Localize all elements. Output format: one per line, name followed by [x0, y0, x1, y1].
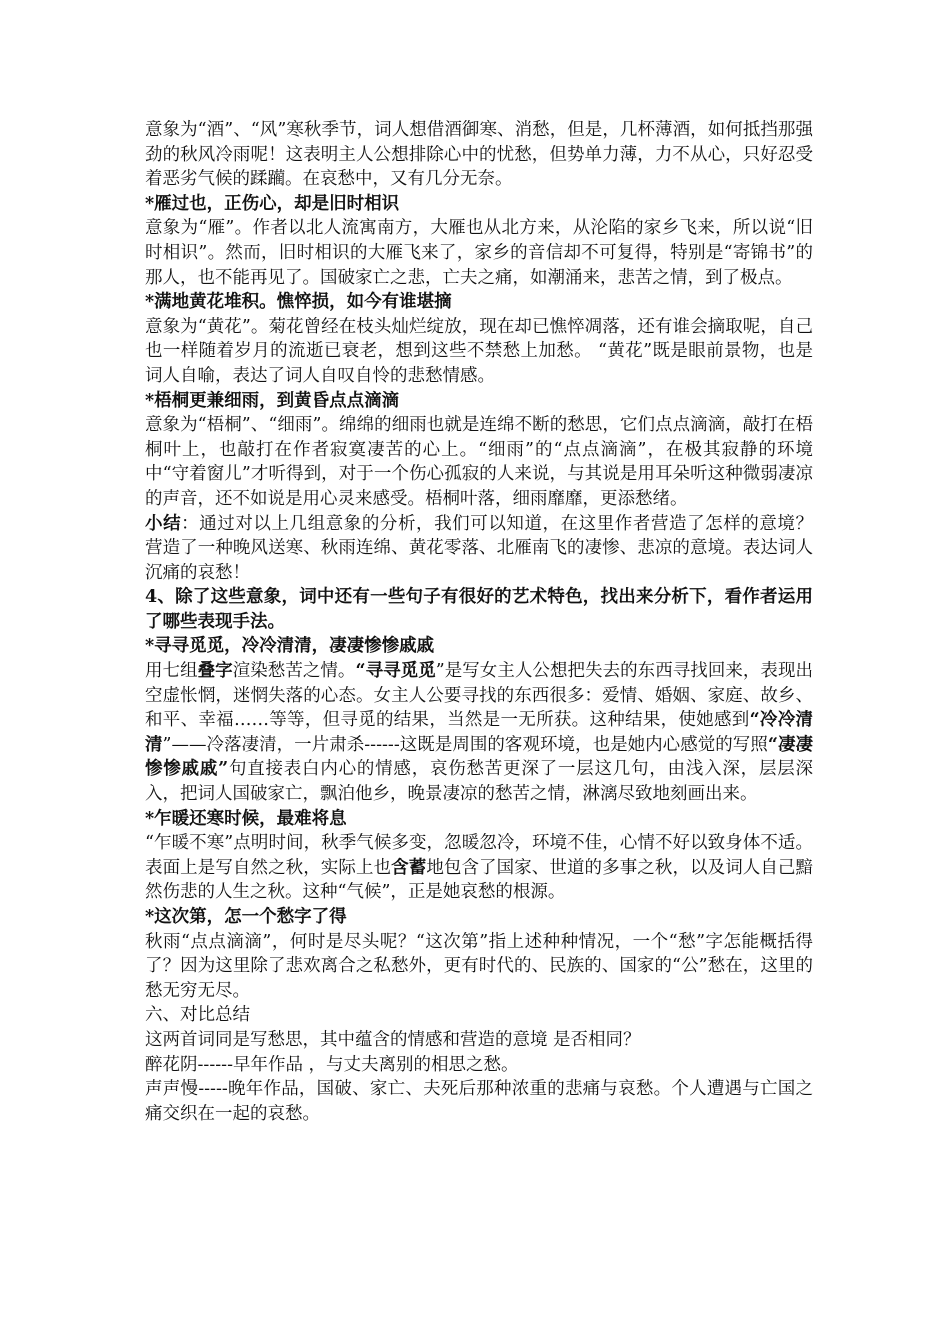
text-run: 意象为“雁”。作者以北人流寓南方，大雁也从北方来，从沦陷的家乡飞来，所以说“旧时相识”。然而，旧时相识的大雁飞来了，家乡的音信却不可复得，特别是“寄锦书”的那人，也不能再见了。国破家亡之悲，亡夫之痛，如潮涌来，悲苦之情，到了极点。	[145, 218, 813, 288]
text-run: ”——冷落凄清，一片肃杀------这既是周围的客观环境，也是她内心感觉的写照	[162, 734, 768, 755]
emphasis-text: “冷冷清清	[145, 710, 813, 755]
section-heading	[145, 585, 813, 634]
body-paragraph	[145, 413, 813, 511]
text-run: *满地黄花堆积。憔悴损，如今有谁堪摘	[145, 292, 452, 313]
text-run: “乍暖不寒”点明时间，秋季气候多变，忽暖忽冷，环境不佳，心情不好以致身体不适。表面上是写自然之秋，实际上也	[145, 833, 813, 878]
emphasis-text: “寻寻觅觅	[355, 661, 436, 682]
section-heading	[145, 389, 813, 414]
text-run: ：通过对以上几组意象的分析，我们可以知道，在这里作者营造了怎样的意境？ 营造了一种晚风送寒、秋雨连绵、黄花零落、北雁南飞的凄惨、悲凉的意境。表达词人沉痛的哀愁！	[145, 513, 813, 583]
text-run: 秋雨“点点滴滴”，何时是尽头呢？“这次第”指上述种种情况，一个“愁”字怎能概括得了？因为这里除了悲欢离合之私愁外，更有时代的、民族的、国家的“公”愁在，这里的愁无穷无尽。	[145, 931, 813, 1001]
document-page	[145, 118, 813, 1126]
body-paragraph	[145, 659, 813, 807]
text-run: ”是写女主人公想把失去的东西寻找回来，表现出空虚怅惘，迷惘失落的心态。女主人公要寻找的东西很多：爱情、婚姻、家庭、故乡、和平、幸福……等等，但寻觅的结果，当然是一无所获。这种结果，使她感到	[145, 661, 814, 731]
body-paragraph	[145, 1003, 813, 1028]
emphasis-text: 含蓄	[391, 857, 427, 878]
text-run: 声声慢-----晚年作品，国破、家亡、夫死后那种浓重的悲痛与哀愁。个人遭遇与亡国之痛交织在一起的哀愁。	[145, 1079, 813, 1124]
text-run: 醉花阴------早年作品 ，与丈夫离别的相思之愁。	[145, 1054, 519, 1075]
text-run: *寻寻觅觅，冷冷清清，凄凄惨惨戚戚	[145, 636, 435, 657]
text-run: 地包含了国家、世道的多事之秋，以及词人自己黯然伤悲的人生之秋。这种“气候”，正是她哀愁的根源。	[145, 857, 814, 903]
text-run: *雁过也，正伤心，却是旧时相识	[145, 193, 400, 214]
text-run: 渲染愁苦之情。	[232, 661, 356, 682]
section-heading	[145, 290, 813, 315]
text-run: 六、对比总结	[145, 1005, 250, 1026]
text-run: *梧桐更兼细雨，到黄昏点点滴滴	[145, 390, 400, 411]
text-run: 这两首词同是写愁思，其中蕴含的情感和营造的意境 是否相同？	[145, 1029, 641, 1050]
body-paragraph	[145, 831, 813, 905]
emphasis-text: 叠字	[197, 661, 233, 682]
section-heading	[145, 807, 813, 832]
text-run: 句直接表白内心的情感，哀伤愁苦更深了一层这几句，由浅入深，层层深入，把词人国破家亡，飘泊他乡，晚景凄凉的愁苦之情，淋漓尽致地刻画出来。	[145, 759, 813, 805]
text-run: 意象为“黄花”。菊花曾经在枝头灿烂绽放，现在却已憔悴凋落，还有谁会摘取呢，自己也一样随着岁月的流逝已衰老，想到这些不禁愁上加愁。 “黄花”既是眼前景物，也是词人自喻，表达了词人自叹自怜的悲愁情感。	[145, 316, 813, 386]
body-paragraph	[145, 118, 813, 192]
body-paragraph	[145, 512, 813, 586]
section-heading	[145, 905, 813, 930]
section-heading	[145, 634, 813, 659]
text-run: 意象为“梧桐”、“细雨”。绵绵的细雨也就是连绵不断的愁思，它们点点滴滴，敲打在梧桐叶上，也敲打在作者寂寞凄苦的心上。“细雨”的“点点滴滴”，在极其寂静的环境中“守着窗儿”才听得到，对于一个伤心孤寂的人来说，与其说是用耳朵听这种微弱凄凉的声音，还不如说是用心灵来感受。梧桐叶落，细雨靡靡，更添愁绪。	[145, 415, 813, 509]
emphasis-text: 小结	[145, 513, 182, 534]
text-run: 4、除了这些意象，词中还有一些句子有很好的艺术特色，找出来分析下，看作者运用了哪些表现手法。	[145, 587, 813, 632]
body-paragraph	[145, 1077, 813, 1126]
body-paragraph	[145, 216, 813, 290]
text-run: *这次第，怎一个愁字了得	[145, 907, 347, 927]
body-paragraph	[145, 315, 813, 389]
body-paragraph	[145, 1053, 813, 1078]
text-run: *乍暖还寒时候，最难将息	[145, 808, 347, 829]
text-run: 用七组	[145, 661, 198, 682]
text-run: 意象为“酒”、“风”寒秋季节，词人想借酒御寒、消愁，但是，几杯薄酒，如何抵挡那强劲的秋风冷雨呢！这表明主人公想排除心中的忧愁，但势单力薄，力不从心，只好忍受着恶劣气候的蹂躏。在哀愁中，又有几分无奈。	[145, 120, 813, 190]
emphasis-text: “凄凄惨惨戚戚”	[145, 734, 813, 780]
body-paragraph	[145, 1028, 813, 1053]
body-paragraph	[145, 930, 813, 1004]
section-heading	[145, 192, 813, 217]
